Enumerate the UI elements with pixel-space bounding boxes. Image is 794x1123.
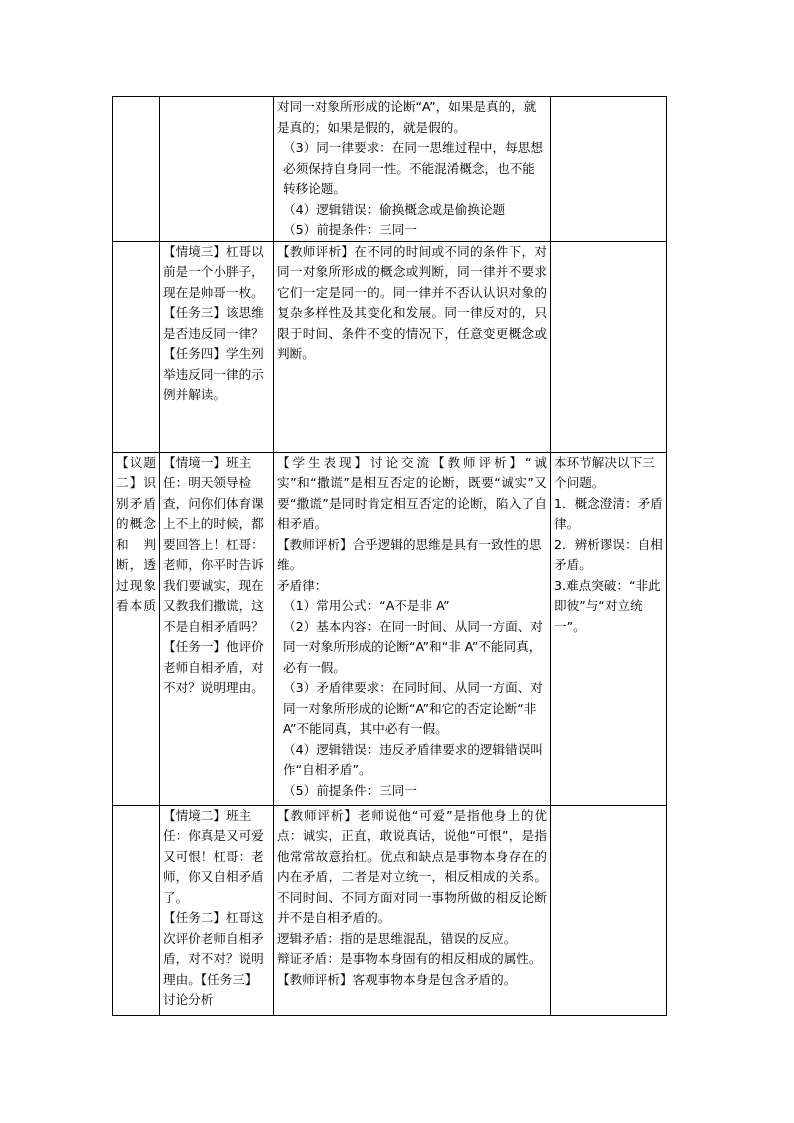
paragraph: （4）逻辑错误：违反矛盾律要求的逻辑错误叫作“自相矛盾”。 bbox=[283, 741, 543, 777]
table-row bbox=[113, 97, 667, 242]
issue-cell bbox=[113, 97, 160, 242]
issue-cell bbox=[113, 805, 160, 1015]
paragraph: 【情境二】班主任：你真是又可爱又可恨！杠哥：老师，你又自相矛盾了。 bbox=[163, 807, 264, 905]
activity-cell bbox=[274, 97, 551, 242]
table-row bbox=[113, 805, 667, 1015]
activity-cell bbox=[274, 805, 551, 1015]
situation-task-cell bbox=[160, 452, 274, 805]
paragraph: 矛盾律： bbox=[277, 577, 328, 593]
paragraph: （1）常用公式：“A不是非 A” bbox=[283, 598, 450, 613]
paragraph: 1．概念澄清：矛盾律。 bbox=[554, 495, 663, 531]
situation-task-cell bbox=[160, 241, 274, 452]
paragraph: （3）同一律要求：在同一思维过程中，每思想必须保持自身同一性。不能混淆概念，也不能转移论题。 bbox=[283, 140, 543, 196]
intent-cell bbox=[551, 97, 667, 242]
paragraph: 【任务二】杠哥这次评价老师自相矛盾，对不对？说明理由。【任务三】讨论分析 bbox=[163, 910, 264, 1007]
table-row bbox=[113, 241, 667, 452]
paragraph: 逻辑矛盾：指的是思维混乱，错误的反应。 bbox=[277, 930, 517, 946]
issue-cell bbox=[113, 452, 160, 805]
paragraph: 3.难点突破：“非此即彼”与“对立统一”。 bbox=[554, 577, 661, 634]
paragraph: （3）矛盾律要求：在同时间、从同一方面、对同一对象所形成的论断“A”和它的否定论断“非 A”不能同真，其中必有一假。 bbox=[283, 680, 543, 736]
paragraph: 【教师评析】在不同的时间或不同的条件下，对同一对象所形成的概念或判断，同一律并不要求它们一定是同一的。同一律并不否认认识对象的复杂多样性及其变化和发展。同一律反对的，只限于时间、条件不变的情况下，任意变更概念或判断。 bbox=[277, 243, 547, 361]
paragraph: 【教师评析】老师说他“可爱”是指他身上的优点：诚实，正直，敢说真话，说他“可恨”，是指他常常故意抬杠。优点和缺点是事物本身存在的内在矛盾，二者是对立统一，相反相成的关系。不同时间、不同方面对同一事物所做的相反论断并不是自相矛盾的。 bbox=[277, 807, 547, 925]
activity-cell bbox=[274, 452, 551, 805]
paragraph: （4）逻辑错误：偷换概念或是偷换论题 bbox=[283, 201, 506, 217]
paragraph: 【任务三】该思维是否违反同一律？ bbox=[163, 305, 264, 341]
paragraph: 【教师评析】合乎逻辑的思维是具有一致性的思维。 bbox=[277, 536, 542, 572]
activity-cell bbox=[274, 241, 551, 452]
issue-title: 【议题二】识别矛盾的概念和判断，透过现象看本质 bbox=[116, 454, 156, 613]
paragraph: （5）前提条件：三同一 bbox=[283, 222, 417, 237]
paragraph: 【任务四】学生列举违反同一律的示例并解读。 bbox=[163, 346, 264, 402]
paragraph: 【学生表现】讨论交流【教师评析】“诚实”和“撒谎”是相互否定的论断，既要“诚实”又要“撒谎”是同时肯定相互否定的论断，陷入了自相矛盾。 bbox=[277, 454, 547, 531]
paragraph: 2．辨析谬误：自相矛盾。 bbox=[554, 536, 663, 572]
paragraph: 对同一对象所形成的论断“A”，如果是真的，就是真的；如果是假的，就是假的。 bbox=[277, 99, 537, 135]
paragraph: （5）前提条件：三同一 bbox=[283, 782, 417, 798]
paragraph: 【教师评析】客观事物本身是包含矛盾的。 bbox=[277, 971, 517, 987]
issue-cell bbox=[113, 241, 160, 452]
table-row bbox=[113, 452, 667, 805]
situation-task-cell bbox=[160, 805, 274, 1015]
intent-cell bbox=[551, 241, 667, 452]
paragraph: 【情境三】杠哥以前是一个小胖子，现在是帅哥一枚。 bbox=[163, 243, 264, 300]
paragraph: 本环节解决以下三个问题。 bbox=[554, 454, 655, 490]
paragraph: 【任务一】他评价老师自相矛盾，对不对？说明理由。 bbox=[163, 639, 264, 695]
intent-cell bbox=[551, 452, 667, 805]
situation-task-cell bbox=[160, 97, 274, 242]
lesson-plan-table bbox=[112, 96, 667, 1016]
paragraph: 【情境一】班主任：明天领导检查，问你们体育课上不上的时候，都要回答上！杠哥：老师，你平时告诉我们要诚实，现在又教我们撒谎，这不是自相矛盾吗？ bbox=[163, 454, 264, 634]
paragraph: 辩证矛盾：是事物本身固有的相反相成的属性。 bbox=[277, 951, 542, 966]
paragraph: （2）基本内容：在同一时间、从同一方面、对同一对象所形成的论断“A”和“非 A”不能同真，必有一假。 bbox=[283, 618, 543, 675]
intent-cell bbox=[551, 805, 667, 1015]
